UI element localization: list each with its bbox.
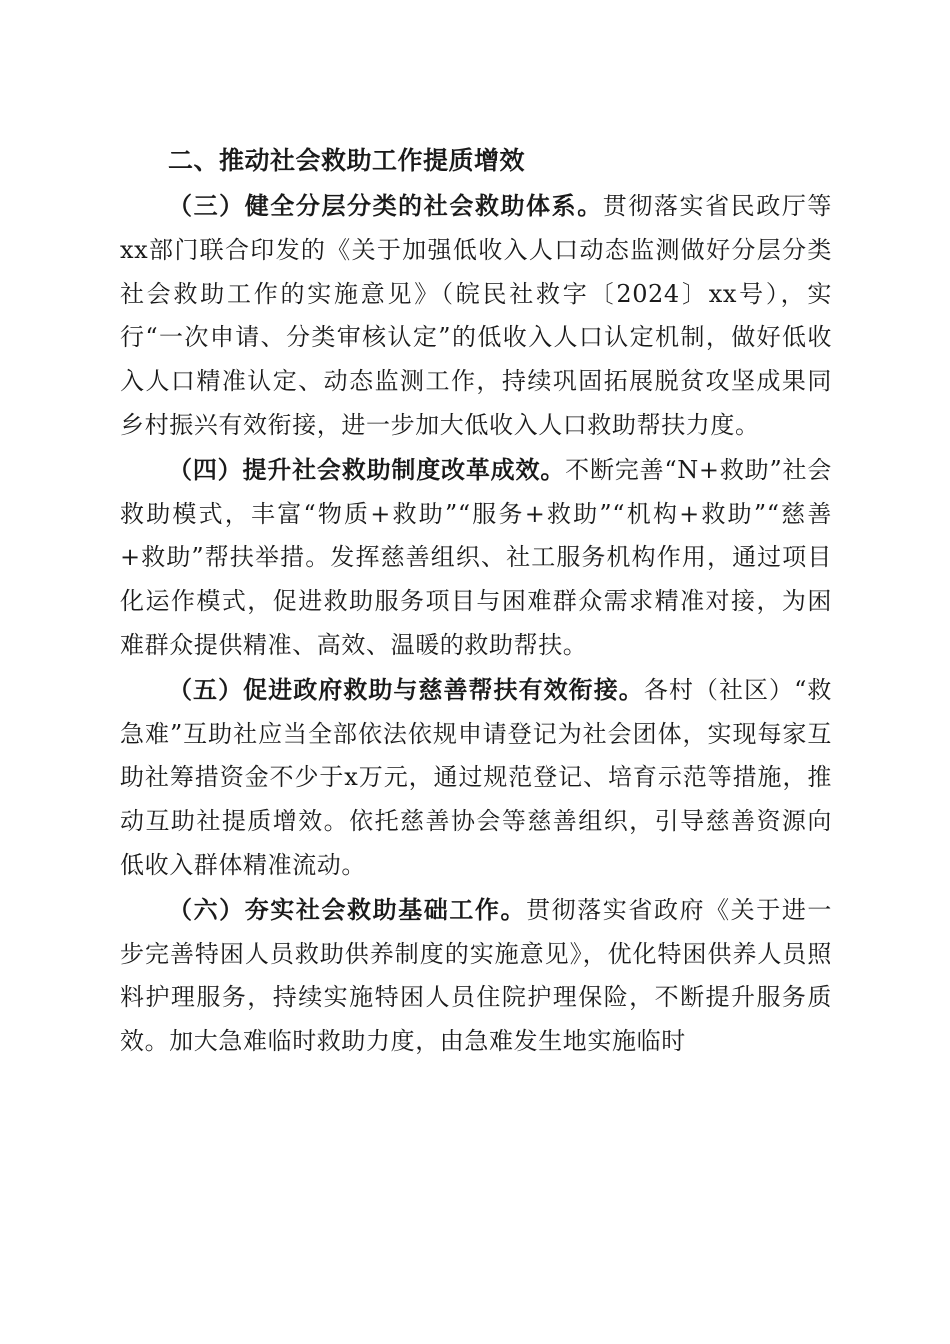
paragraph-4-body: 不断完善“N+救助”社会救助模式，丰富“物质+救助”“服务+救助”“机构+救助”“慈善+救助”帮扶举措。发挥慈善组织、社工服务机构作用，通过项目化运作模式，促进救助服务项目与困难群众需求精准对接，为困难群众提供精准、高效、温暖的救助帮扶。 (120, 455, 832, 659)
paragraph-5-body: 各村（社区）“救急难”互助社应当全部依法依规申请登记为社会团体，实现每家互助社筹措资金不少于x万元，通过规范登记、培育示范等措施，推动互助社提质增效。依托慈善协会等慈善组织，引导慈善资源向低收入群体精准流动。 (120, 675, 832, 879)
document-page (120, 138, 832, 1064)
paragraph-4 (120, 448, 832, 668)
paragraph-5-lead: （五）促进政府救助与慈善帮扶有效衔接。 (168, 674, 644, 704)
paragraph-6-lead: （六）夯实社会救助基础工作。 (168, 894, 527, 924)
paragraph-3-lead: （三）健全分层分类的社会救助体系。 (168, 191, 603, 220)
section-heading: 二、推动社会救助工作提质增效 (168, 146, 526, 175)
paragraph-6 (120, 888, 832, 1064)
paragraph-6-body: 贯彻落实省政府《关于进一步完善特困人员救助供养制度的实施意见》，优化特困供养人员照料护理服务，持续实施特困人员住院护理保险，不断提升服务质效。加大急难临时救助力度，由急难发生地实施临时 (120, 895, 832, 1056)
paragraph-3 (120, 184, 832, 448)
paragraph-4-lead: （四）提升社会救助制度改革成效。 (168, 454, 566, 484)
paragraph-5 (120, 668, 832, 888)
paragraph-3-body: 贯彻落实省民政厅等xx部门联合印发的《关于加强低收入人口动态监测做好分层分类社会救助工作的实施意见》（皖民社救字〔2024〕xx号），实行“一次申请、分类审核认定”的低收入人口认定机制，做好低收入人口精准认定、动态监测工作，持续巩固拓展脱贫攻坚成果同乡村振兴有效衔接，进一步加大低收入人口救助帮扶力度。 (120, 192, 833, 439)
